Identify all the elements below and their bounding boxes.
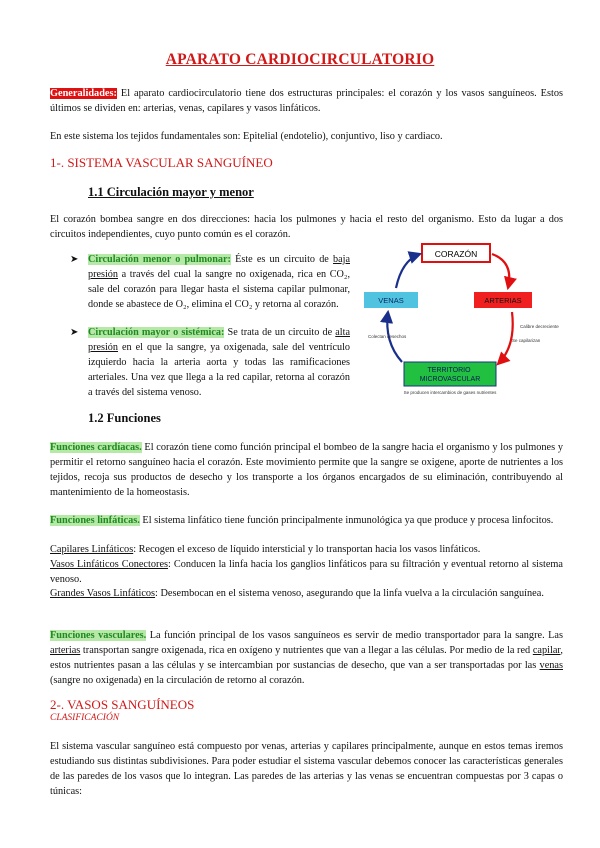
lymphatic-functions-paragraph: Funciones linfáticas. El sistema linfático tiene función principalmente inmunológica ya que produce y procesa linfocitos. — [50, 515, 554, 526]
subsection-1-2-heading: 1.2 Funciones — [88, 411, 161, 425]
classification-subtitle: CLASIFICACIÓN — [50, 713, 120, 723]
arteries-to-territory-arrow — [498, 312, 513, 364]
veins-to-heart-arrow — [396, 254, 420, 288]
systemic-circulation-item: Circulación mayor o sistémica: Se trata de un circuito de alta presión en el que la sangre, ya oxigenada, sale del ventrículo izquierdo hacia la arteria aorta y todas las ramificaciones arteriales. Una vez que llega a la red capilar, retorna al corazón a través del sistema venoso. — [88, 327, 350, 398]
section-2-heading: 2-. VASOS SANGUÍNEOS — [50, 697, 195, 712]
arteries-label: ARTERIAS — [484, 296, 522, 305]
circuits-paragraph: El corazón bombea sangre en dos direcciones: hacia los pulmones y hacia el resto del organismo. Esto da lugar a dos circuitos independientes, cuyo punto común es el corazón. — [50, 214, 563, 240]
bullet-arrow-icon: ➤ — [70, 327, 79, 338]
pulmonary-label: Circulación menor o pulmonar: — [88, 254, 231, 265]
blood-vessels-paragraph: El sistema vascular sanguíneo está compuesto por venas, arterias y capilares principalmente, aunque en estos temas iremos estudiando sus distintas subdivisiones. Para poder estudiar el sistema vascular debemos conocer las características generales de las paredes de los vasos que lo integran. Las paredes de las arterias y las venas se encuentran compuestas por 3 capas o túnicas: — [50, 741, 563, 797]
note-right-1: Calibre decreciente — [520, 324, 559, 329]
vascular-functions-paragraph: Funciones vasculares. La función principal de los vasos sanguíneos es servir de medio transportador para la sangre. Las arterias transportan sangre oxigenada, rica en oxígeno y nutrientes que van a llegar a las células. Por medio de la red capilar, estos nutrientes pasan a las células y se intercambian por sustancias de desecho, que van a ser transportadas por las venas (sangre no oxigenada) en la circulación de retorno al corazón. — [50, 630, 563, 686]
veins-label: VENAS — [378, 296, 404, 305]
note-bottom: Se producen intercambios de gases nutrientes — [403, 390, 497, 395]
generalidades-label: Generalidades: — [50, 88, 117, 99]
heart-to-arteries-arrow — [492, 254, 509, 288]
note-left: Colectan desechos — [368, 334, 407, 339]
page-title: APARATO CARDIOCIRCULATORIO — [165, 51, 435, 68]
section-1-heading: 1-. SISTEMA VASCULAR SANGUÍNEO — [50, 155, 273, 170]
lymph-connector-vessels-line: Vasos Linfáticos Conectores: Conducen la linfa hacia los ganglios linfáticos para su filtración y eventual retorno al sistema venoso. — [50, 559, 563, 585]
cardiac-functions-paragraph: Funciones cardíacas. El corazón tiene como función principal el bombeo de la sangre hacia el organismo y los pulmones y permitir el retorno sanguíneo hacia el corazón. Este movimiento permite que la sangre se oxigene, aporte de nutrientes a los tejidos, recoja sus productos de desecho y los transporte a los órganos encargados de su eliminación, contribuyendo al mantenimiento de la homeostasis. — [50, 442, 563, 498]
pulmonary-circulation-item: Circulación menor o pulmonar: Éste es un circuito de baja presión a través del cual la sangre no oxigenada, rica en CO₂, sale del corazón para llegar hasta el sistema capilar pulmonar, donde se abastece de O₂, elimina el CO₂ y retorna al corazón. — [88, 254, 350, 310]
systemic-label: Circulación mayor o sistémica: — [88, 327, 225, 338]
large-lymph-vessels-line: Grandes Vasos Linfáticos: Desembocan en el sistema venoso, asegurando que la linfa vuelva a la circulación sanguínea. — [50, 588, 544, 599]
bullet-arrow-icon: ➤ — [70, 254, 79, 265]
note-right-2: Se capilarizan — [512, 338, 541, 343]
tissues-paragraph: En este sistema los tejidos fundamentales son: Epitelial (endotelio), conjuntivo, liso y cardiaco. — [50, 131, 443, 142]
circulation-diagram — [362, 242, 568, 402]
territory-label: TERRITORIO MICROVASCULAR — [419, 367, 481, 383]
lymph-capillaries-line: Capilares Linfáticos: Recogen el exceso de líquido intersticial y lo transportan hacia los vasos linfáticos. — [50, 544, 481, 555]
heart-label: CORAZÓN — [434, 249, 478, 259]
subsection-1-1-heading: 1.1 Circulación mayor y menor — [88, 185, 254, 199]
intro-paragraph: Generalidades: El aparato cardiocirculatorio tiene dos estructuras principales: el corazón y los vasos sanguíneos. Estos últimos se dividen en: arterias, venas, capilares y vasos linfáticos. — [50, 88, 563, 114]
